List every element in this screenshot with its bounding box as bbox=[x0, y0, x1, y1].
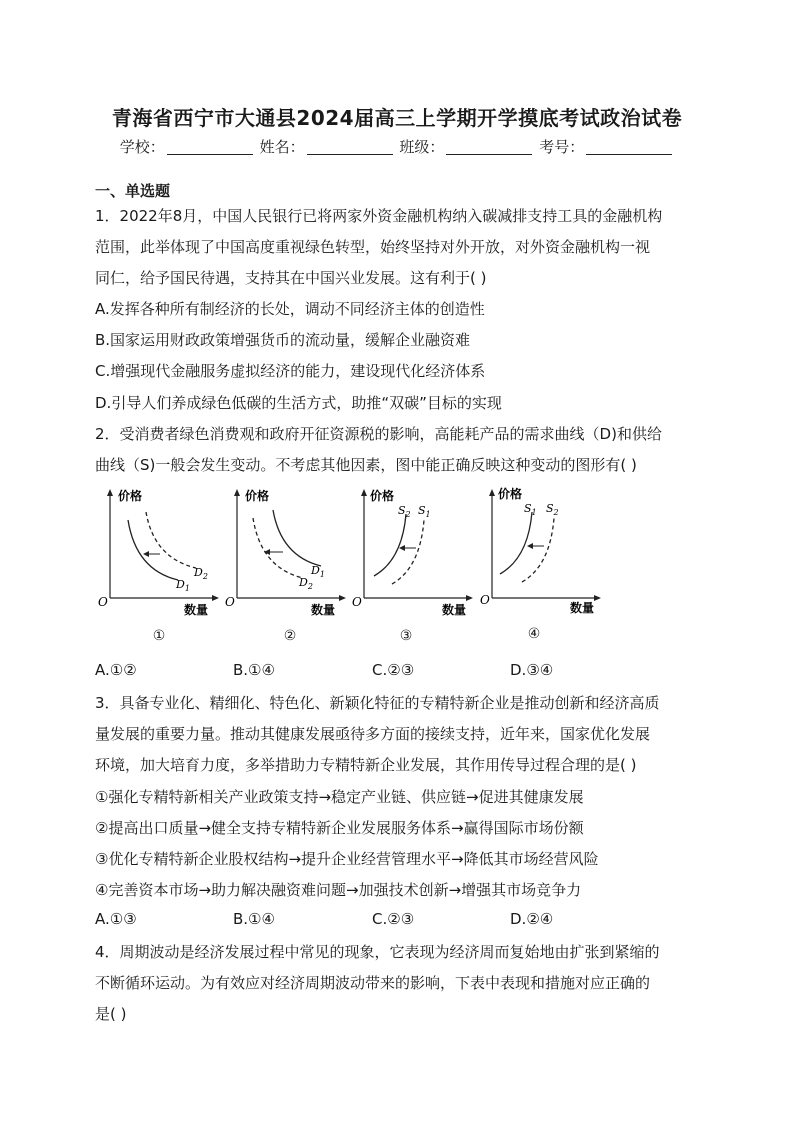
school-blank bbox=[167, 140, 253, 155]
page-title: 青海省西宁市大通县2024届高三上学期开学摸底考试政治试卷 bbox=[111, 106, 683, 130]
graph-2 bbox=[225, 484, 349, 624]
graph-2-shift-arrowhead bbox=[264, 549, 270, 555]
graph-4-curve-s2 bbox=[522, 518, 554, 582]
graph-4-x-arrow bbox=[594, 595, 601, 601]
name-blank bbox=[307, 140, 393, 155]
q1-option-d: D.引导人们养成绿色低碳的生活方式，助推“双碳”目标的实现 bbox=[95, 394, 502, 412]
graph-3-x-arrow bbox=[466, 595, 473, 601]
graph-1-shift-arrowhead bbox=[143, 551, 149, 557]
q3-option-a: A.①③ bbox=[95, 910, 137, 928]
graph-3-y-label: 价格 bbox=[370, 489, 395, 503]
q1-line1: 1．2022年8月，中国人民银行已将两家外资金融机构纳入碳减排支持工具的金融机构 bbox=[95, 207, 663, 225]
graph-3-s1-label: $S_1$ bbox=[418, 504, 431, 519]
graph-1-x-label: 数量 bbox=[184, 603, 209, 617]
q4-line3: 是( ) bbox=[95, 1005, 127, 1023]
graph-1 bbox=[98, 484, 222, 624]
graph-1-y-arrow bbox=[107, 489, 113, 496]
graph-1-x-arrow bbox=[212, 595, 219, 601]
graph-4-y-label: 价格 bbox=[498, 487, 523, 501]
q4-line2: 不断循环运动。为有效应对经济周期波动带来的影响，下表中表现和措施对应正确的 bbox=[95, 974, 651, 992]
name-label: 姓名： bbox=[259, 138, 305, 156]
graph-1-curve-d1 bbox=[128, 520, 178, 580]
graph-3-shift-arrowhead bbox=[399, 545, 405, 551]
class-label: 班级： bbox=[399, 138, 445, 156]
graph-1-d1-label: $D_1$ bbox=[176, 578, 190, 593]
q2-option-b: B.①④ bbox=[233, 661, 275, 679]
q4-line1: 4．周期波动是经济发展过程中常见的现象，它表现为经济周而复始地由扩张到紧缩的 bbox=[95, 943, 660, 961]
graph-4-curve-s1 bbox=[500, 512, 532, 574]
graph-2-svg bbox=[225, 484, 349, 624]
graph-4 bbox=[480, 484, 604, 624]
graph-2-x-label: 数量 bbox=[311, 603, 336, 617]
q3-option-c: C.②③ bbox=[372, 910, 415, 928]
q2-option-d: D.③④ bbox=[510, 661, 554, 679]
q3-item1: ①强化专精特新相关产业政策支持→稳定产业链、供应链→促进其健康发展 bbox=[95, 788, 584, 806]
q1-option-c: C.增强现代金融服务虚拟经济的能力，建设现代化经济体系 bbox=[95, 362, 486, 380]
graph-1-y-label: 价格 bbox=[118, 489, 143, 503]
graph-4-label: ④ bbox=[527, 626, 541, 642]
graph-2-y-label: 价格 bbox=[245, 489, 270, 503]
q2-option-c: C.②③ bbox=[372, 661, 415, 679]
graph-3-curve-s2 bbox=[374, 514, 406, 576]
school-label: 学校： bbox=[119, 138, 165, 156]
graph-2-curve-d1 bbox=[273, 510, 321, 566]
graph-1-d2-label: $D_2$ bbox=[194, 566, 208, 581]
student-info bbox=[0, 136, 794, 157]
graph-4-y-arrow bbox=[489, 489, 495, 496]
graph-3-y-arrow bbox=[361, 489, 367, 496]
graph-1-curve-d2 bbox=[146, 512, 196, 568]
graph-4-s2-label: $S_2$ bbox=[546, 502, 559, 517]
q2-option-a: A.①② bbox=[95, 661, 137, 679]
q3-item2: ②提高出口质量→健全支持专精特新企业发展服务体系→赢得国际市场份额 bbox=[95, 819, 584, 837]
q1-line3: 同仁，给予国民待遇，支持其在中国兴业发展。这有利于( ) bbox=[95, 269, 487, 287]
number-label: 考号： bbox=[539, 138, 585, 156]
q3-line1: 3．具备专业化、精细化、特色化、新颖化特征的专精特新企业是推动创新和经济高质 bbox=[95, 694, 660, 712]
graph-3-x-label: 数量 bbox=[442, 603, 467, 617]
q1-line2: 范围，此举体现了中国高度重视绿色转型，始终坚持对外开放，对外资金融机构一视 bbox=[95, 238, 651, 256]
q3-line3: 环境，加大培育力度，多举措助力专精特新企业发展，其作用传导过程合理的是( ) bbox=[95, 756, 637, 774]
graph-4-origin: O bbox=[480, 593, 490, 607]
graph-3-svg bbox=[352, 484, 476, 624]
graph-2-y-arrow bbox=[234, 489, 240, 496]
section-heading: 一、单选题 bbox=[95, 182, 171, 200]
graph-4-x-label: 数量 bbox=[570, 601, 595, 615]
q1-option-a: A.发挥各种所有制经济的长处，调动不同经济主体的创造性 bbox=[95, 300, 485, 318]
q3-option-b: B.①④ bbox=[233, 910, 275, 928]
q1-option-b: B.国家运用财政政策增强货币的流动量，缓解企业融资难 bbox=[95, 331, 471, 349]
graph-2-d2-label: $D_2$ bbox=[299, 576, 313, 591]
q2-line1: 2．受消费者绿色消费观和政府开征资源税的影响，高能耗产品的需求曲线（D)和供给 bbox=[95, 425, 662, 443]
number-blank bbox=[586, 140, 672, 155]
graph-4-s1-label: $S_1$ bbox=[524, 502, 537, 517]
graph-2-d1-label: $D_1$ bbox=[311, 564, 325, 579]
graph-3-origin: O bbox=[352, 595, 362, 609]
graph-3-label: ③ bbox=[399, 628, 413, 644]
graph-4-shift-arrowhead bbox=[527, 543, 533, 549]
graph-3-s2-label: $S_2$ bbox=[398, 504, 411, 519]
q2-line2: 曲线（S)一般会发生变动。不考虑其他因素，图中能正确反映这种变动的图形有( ) bbox=[95, 456, 637, 474]
graph-4-svg bbox=[480, 484, 604, 624]
q3-item3: ③优化专精特新企业股权结构→提升企业经营管理水平→降低其市场经营风险 bbox=[95, 850, 599, 868]
q3-option-d: D.②④ bbox=[510, 910, 554, 928]
graph-1-label: ① bbox=[152, 628, 166, 644]
q3-line2: 量发展的重要力量。推动其健康发展亟待多方面的接续支持，近年来，国家优化发展 bbox=[95, 725, 651, 743]
graph-3 bbox=[352, 484, 476, 624]
graph-1-origin: O bbox=[98, 595, 108, 609]
graph-1-svg bbox=[98, 484, 222, 624]
class-blank bbox=[446, 140, 532, 155]
graph-2-x-arrow bbox=[339, 595, 346, 601]
graph-2-label: ② bbox=[283, 628, 297, 644]
graph-2-origin: O bbox=[225, 595, 235, 609]
q3-item4: ④完善资本市场→助力解决融资难问题→加强技术创新→增强其市场竞争力 bbox=[95, 881, 582, 899]
